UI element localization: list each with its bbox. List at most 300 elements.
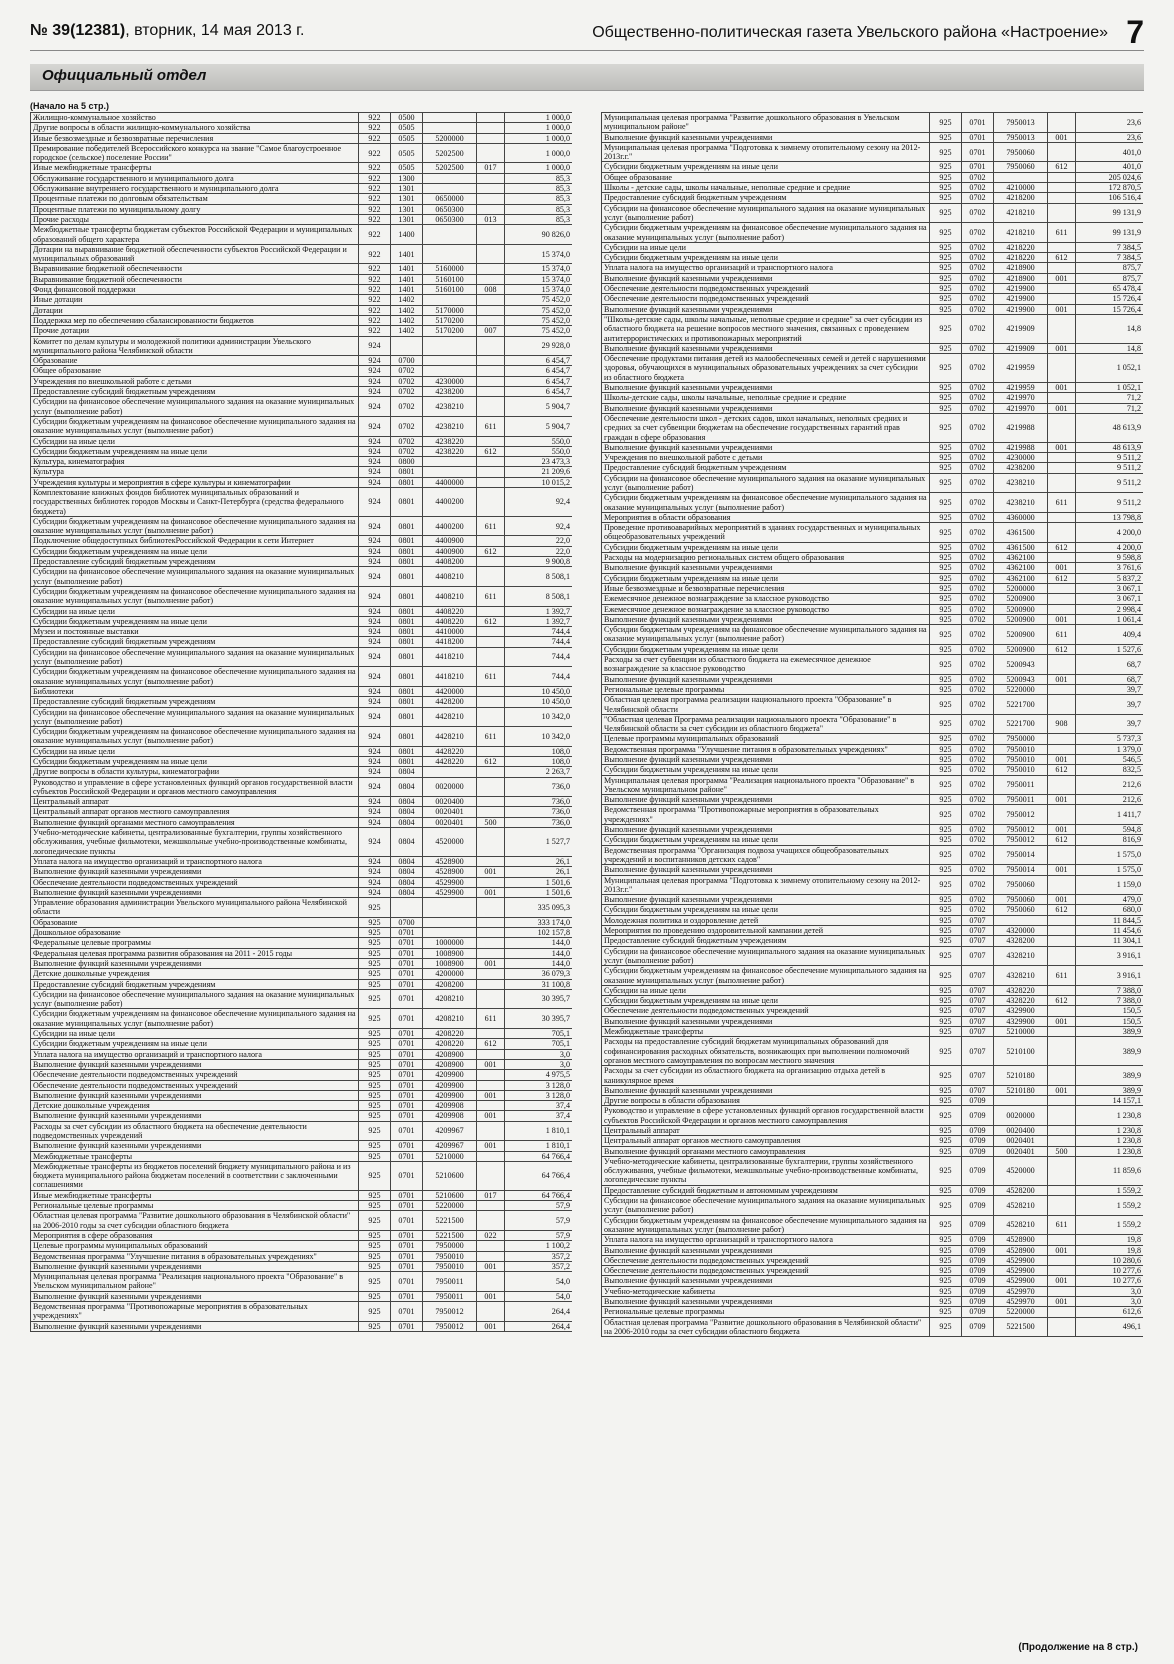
row-expense-type — [477, 143, 505, 163]
row-target-code — [423, 366, 477, 376]
row-ministry-code: 925 — [930, 523, 962, 543]
row-ministry-code: 925 — [930, 453, 962, 463]
row-name: Выполнение функций казенными учреждениями — [31, 1111, 359, 1121]
table-row — [31, 1230, 573, 1240]
table-row — [31, 1251, 573, 1261]
row-name: Субсидии бюджетным учреждениям на финансовое обеспечение муниципального задания на оказание муниципальных услуг (выполнение работ) — [602, 223, 930, 243]
table-row — [31, 1090, 573, 1100]
row-ministry-code: 925 — [359, 1190, 391, 1200]
row-ministry-code: 924 — [359, 516, 391, 536]
row-amount: 389,9 — [1076, 1027, 1144, 1037]
row-ministry-code: 924 — [359, 727, 391, 747]
table-row — [602, 512, 1144, 522]
row-expense-type: 001 — [1048, 383, 1076, 393]
table-row — [602, 1266, 1144, 1276]
row-expense-type — [1048, 805, 1076, 825]
row-expense-type — [1048, 142, 1076, 162]
row-name: Муниципальная целевая программа "Реализация национального проекта "Образование" в Увельском муниципальном районе" — [602, 775, 930, 795]
row-section-code: 0702 — [962, 674, 994, 684]
row-amount: 409,4 — [1076, 625, 1144, 645]
row-name: Субсидии на финансовое обеспечение муниципального задания на оказание муниципальных услуг (выполнение работ) — [31, 567, 359, 587]
row-target-code: 4238210 — [994, 493, 1048, 513]
table-row — [31, 797, 573, 807]
row-section-code: 0804 — [391, 867, 423, 877]
row-section-code: 0801 — [391, 606, 423, 616]
table-row — [602, 172, 1144, 182]
table-row — [602, 162, 1144, 172]
row-expense-type: 013 — [477, 214, 505, 224]
table-row — [602, 132, 1144, 142]
row-ministry-code: 925 — [359, 1059, 391, 1069]
row-target-code: 4528900 — [994, 1235, 1048, 1245]
table-row — [602, 895, 1144, 905]
row-expense-type — [1048, 744, 1076, 754]
row-ministry-code: 924 — [359, 667, 391, 687]
row-section-code: 0701 — [391, 1201, 423, 1211]
row-expense-type — [1048, 453, 1076, 463]
row-name: Субсидии на иные цели — [31, 1029, 359, 1039]
row-amount: 9 511,2 — [1076, 453, 1144, 463]
table-row — [31, 777, 573, 797]
row-expense-type — [1048, 284, 1076, 294]
row-target-code: 4219970 — [994, 403, 1048, 413]
row-target-code: 7950060 — [994, 162, 1048, 172]
table-row — [602, 1255, 1144, 1265]
row-amount: 1 392,7 — [505, 616, 573, 626]
row-expense-type — [477, 898, 505, 918]
row-amount: 401,0 — [1076, 142, 1144, 162]
row-target-code: 0020400 — [423, 797, 477, 807]
row-amount: 1 575,0 — [1076, 845, 1144, 865]
row-section-code: 0702 — [962, 775, 994, 795]
table-row — [31, 707, 573, 727]
row-name: Выравнивание бюджетной обеспеченности — [31, 274, 359, 284]
row-section-code: 0804 — [391, 807, 423, 817]
row-amount: 1 052,1 — [1076, 354, 1144, 383]
row-expense-type — [477, 436, 505, 446]
row-section-code: 0702 — [962, 684, 994, 694]
row-expense-type: 001 — [1048, 1276, 1076, 1286]
row-section-code: 0701 — [962, 142, 994, 162]
row-ministry-code: 925 — [359, 948, 391, 958]
row-expense-type — [477, 797, 505, 807]
row-ministry-code: 925 — [359, 1291, 391, 1301]
row-name: Премирование победителей Всероссийского конкурса на звание "Самое благоустроенное городское (сельское) поселение России" — [31, 143, 359, 163]
row-ministry-code: 924 — [359, 637, 391, 647]
table-row — [602, 573, 1144, 583]
row-section-code: 0801 — [391, 546, 423, 556]
continued-from-note: (Начало на 5 стр.) — [30, 101, 109, 111]
row-ministry-code: 925 — [930, 655, 962, 675]
row-ministry-code: 924 — [359, 446, 391, 456]
row-ministry-code: 924 — [359, 436, 391, 446]
row-target-code: 4238220 — [423, 436, 477, 446]
row-ministry-code: 924 — [359, 477, 391, 487]
row-target-code: 4418210 — [423, 647, 477, 667]
row-target-code: 4238210 — [994, 473, 1048, 493]
row-ministry-code: 925 — [930, 1266, 962, 1276]
row-name: Выполнение функций казенными учреждениями — [602, 795, 930, 805]
row-name: Проведение противоаварийных мероприятий в зданиях государственных и муниципальных общеобразовательных учреждений — [602, 523, 930, 543]
table-row — [602, 183, 1144, 193]
row-section-code: 0800 — [391, 457, 423, 467]
row-ministry-code: 925 — [930, 684, 962, 694]
row-ministry-code: 924 — [359, 336, 391, 356]
row-expense-type — [477, 225, 505, 245]
row-ministry-code: 922 — [359, 194, 391, 204]
row-ministry-code: 925 — [930, 614, 962, 624]
row-section-code: 0709 — [962, 1125, 994, 1135]
row-section-code: 1301 — [391, 194, 423, 204]
table-row — [31, 274, 573, 284]
table-row — [602, 1016, 1144, 1026]
row-section-code: 0702 — [962, 304, 994, 314]
row-target-code: 7950060 — [994, 895, 1048, 905]
table-row — [602, 343, 1144, 353]
row-amount: 144,0 — [505, 948, 573, 958]
row-name: Субсидии бюджетным учреждениям на финансовое обеспечение муниципального задания на оказание муниципальных услуг (выполнение работ) — [31, 667, 359, 687]
row-ministry-code: 925 — [930, 294, 962, 304]
row-section-code: 0700 — [391, 356, 423, 366]
row-amount: 1 000,0 — [505, 143, 573, 163]
row-expense-type — [1048, 172, 1076, 182]
table-row — [602, 1085, 1144, 1095]
table-row — [31, 143, 573, 163]
row-expense-type — [477, 274, 505, 284]
row-expense-type — [477, 204, 505, 214]
row-name: Выполнение функций казенными учреждениями — [602, 343, 930, 353]
row-target-code: 4210000 — [994, 183, 1048, 193]
row-amount: 736,0 — [505, 777, 573, 797]
table-row — [31, 1070, 573, 1080]
row-section-code: 0707 — [962, 1037, 994, 1066]
row-target-code: 4218900 — [994, 273, 1048, 283]
row-section-code: 1400 — [391, 225, 423, 245]
row-expense-type — [477, 315, 505, 325]
row-target-code: 4238210 — [423, 397, 477, 417]
row-target-code: 4218200 — [994, 193, 1048, 203]
row-section-code: 0701 — [962, 113, 994, 133]
row-ministry-code: 925 — [930, 1006, 962, 1016]
row-amount: 212,6 — [1076, 795, 1144, 805]
row-expense-type: 612 — [1048, 835, 1076, 845]
row-expense-type — [1048, 594, 1076, 604]
row-ministry-code: 925 — [930, 996, 962, 1006]
table-row — [31, 979, 573, 989]
row-ministry-code: 922 — [359, 315, 391, 325]
row-section-code: 0702 — [962, 655, 994, 675]
left-budget-table-column — [30, 112, 572, 1632]
table-row — [31, 867, 573, 877]
row-section-code: 0709 — [962, 1096, 994, 1106]
row-name: Учебно-методические кабинеты — [602, 1286, 930, 1296]
table-row — [602, 1185, 1144, 1195]
row-section-code: 0709 — [962, 1196, 994, 1216]
table-row — [602, 966, 1144, 986]
row-name: Предоставление субсидий бюджетным учреждениям — [602, 193, 930, 203]
row-name: Субсидии бюджетным учреждениям на иные цели — [602, 542, 930, 552]
row-section-code: 0702 — [962, 542, 994, 552]
row-section-code: 0701 — [391, 1059, 423, 1069]
row-amount: 92,4 — [505, 516, 573, 536]
row-expense-type — [1048, 523, 1076, 543]
row-name: Обеспечение деятельности подведомственных учреждений — [602, 1255, 930, 1265]
row-amount: 99 131,9 — [1076, 203, 1144, 223]
row-ministry-code: 924 — [359, 376, 391, 386]
row-expense-type — [1048, 1125, 1076, 1135]
row-section-code: 0702 — [391, 416, 423, 436]
row-section-code: 0707 — [962, 1006, 994, 1016]
row-expense-type — [477, 1201, 505, 1211]
row-ministry-code: 922 — [359, 264, 391, 274]
row-expense-type — [477, 637, 505, 647]
row-section-code: 0701 — [391, 1049, 423, 1059]
row-ministry-code: 922 — [359, 244, 391, 264]
row-name: Прочие дотации — [31, 326, 359, 336]
row-target-code: 7950012 — [423, 1302, 477, 1322]
row-expense-type — [477, 336, 505, 356]
row-expense-type: 001 — [477, 887, 505, 897]
section-title: Официальный отдел — [42, 67, 207, 84]
row-amount: 705,1 — [505, 1029, 573, 1039]
row-target-code: 0020401 — [423, 817, 477, 827]
row-expense-type — [477, 697, 505, 707]
row-target-code: 4400900 — [423, 536, 477, 546]
row-name: Выполнение функций казенными учреждениями — [31, 1291, 359, 1301]
row-name: Выполнение функций казенными учреждениями — [31, 1261, 359, 1271]
row-ministry-code: 925 — [930, 242, 962, 252]
row-name: Иные межбюджетные трансферты — [31, 1190, 359, 1200]
row-amount: 1 000,0 — [505, 123, 573, 133]
row-name: Областная целевая программа "Развитие дошкольного образования в Челябинской области" на 2006-2010 годы за счет субсидии областного бюджета — [31, 1211, 359, 1231]
row-expense-type — [1048, 463, 1076, 473]
table-row — [602, 583, 1144, 593]
row-ministry-code: 925 — [930, 1156, 962, 1185]
row-name: Субсидии на финансовое обеспечение муниципального задания на оказание муниципальных услуг (выполнение работ) — [31, 647, 359, 667]
row-target-code: 7950060 — [994, 142, 1048, 162]
row-target-code: 5200900 — [994, 614, 1048, 624]
row-amount: 10 450,0 — [505, 686, 573, 696]
row-ministry-code: 925 — [930, 263, 962, 273]
row-section-code: 0707 — [962, 985, 994, 995]
row-section-code: 0701 — [391, 989, 423, 1009]
row-target-code — [423, 917, 477, 927]
row-amount: 68,7 — [1076, 674, 1144, 684]
row-ministry-code: 924 — [359, 366, 391, 376]
row-amount: 7 388,0 — [1076, 996, 1144, 1006]
row-section-code: 0801 — [391, 467, 423, 477]
table-row — [31, 315, 573, 325]
row-expense-type — [1048, 875, 1076, 895]
row-expense-type — [1048, 1096, 1076, 1106]
row-ministry-code: 924 — [359, 356, 391, 366]
row-expense-type: 001 — [477, 1059, 505, 1069]
row-section-code: 0801 — [391, 586, 423, 606]
row-ministry-code: 924 — [359, 467, 391, 477]
table-row — [31, 397, 573, 417]
row-target-code: 7950012 — [994, 835, 1048, 845]
row-target-code: 5221500 — [423, 1230, 477, 1240]
table-row — [602, 263, 1144, 273]
table-row — [602, 714, 1144, 734]
row-amount: 85,3 — [505, 204, 573, 214]
row-ministry-code: 924 — [359, 856, 391, 866]
row-section-code: 0701 — [391, 1321, 423, 1331]
row-name: Комплектование книжных фондов библиотек муниципальных образований и государственных библиотек городов Москвы и Санкт-Петербурга (средства федерального бюджета) — [31, 487, 359, 516]
row-expense-type — [477, 1161, 505, 1190]
row-section-code: 0701 — [391, 1261, 423, 1271]
table-row — [31, 133, 573, 143]
row-ministry-code: 925 — [930, 463, 962, 473]
row-amount: 11 304,1 — [1076, 936, 1144, 946]
table-row — [31, 686, 573, 696]
row-name: Субсидии на финансовое обеспечение муниципального задания на оказание муниципальных услуг (выполнение работ) — [31, 397, 359, 417]
row-expense-type: 611 — [477, 586, 505, 606]
table-row — [602, 926, 1144, 936]
row-expense-type: 611 — [1048, 625, 1076, 645]
row-expense-type: 612 — [1048, 542, 1076, 552]
row-ministry-code: 925 — [930, 172, 962, 182]
row-amount: 11 844,5 — [1076, 915, 1144, 925]
row-name: Выполнение функций казенными учреждениями — [31, 867, 359, 877]
row-name: Субсидии бюджетным учреждениям на финансовое обеспечение муниципального задания на оказание муниципальных услуг (выполнение работ) — [602, 966, 930, 986]
row-amount: 3 128,0 — [505, 1090, 573, 1100]
row-name: Другие вопросы в области жилищно-коммунального хозяйства — [31, 123, 359, 133]
row-amount: 875,7 — [1076, 273, 1144, 283]
row-amount: 85,3 — [505, 214, 573, 224]
row-amount: 6 454,7 — [505, 376, 573, 386]
row-target-code: 4218210 — [994, 203, 1048, 223]
row-target-code: 4238200 — [423, 387, 477, 397]
row-target-code: 4420000 — [423, 686, 477, 696]
row-target-code: 4218900 — [994, 263, 1048, 273]
row-ministry-code: 925 — [930, 573, 962, 583]
row-section-code: 0709 — [962, 1286, 994, 1296]
row-target-code: 4208900 — [423, 1049, 477, 1059]
row-section-code: 0702 — [962, 563, 994, 573]
table-row — [31, 1059, 573, 1069]
row-ministry-code: 925 — [359, 1211, 391, 1231]
row-target-code: 5200943 — [994, 674, 1048, 684]
table-row — [602, 1196, 1144, 1216]
table-row — [602, 1235, 1144, 1245]
row-section-code: 0702 — [962, 835, 994, 845]
row-target-code: 0020401 — [994, 1136, 1048, 1146]
table-row — [602, 695, 1144, 715]
row-name: Выполнение функций казенными учреждениями — [602, 1276, 930, 1286]
row-ministry-code: 922 — [359, 184, 391, 194]
row-section-code: 0702 — [962, 172, 994, 182]
row-name: Выполнение функций казенными учреждениями — [31, 887, 359, 897]
row-section-code: 0707 — [962, 1016, 994, 1026]
row-target-code: 4219970 — [994, 393, 1048, 403]
table-row — [31, 586, 573, 606]
row-amount: 39,7 — [1076, 684, 1144, 694]
row-target-code: 4238210 — [423, 416, 477, 436]
row-amount: 6 454,7 — [505, 366, 573, 376]
table-row — [602, 765, 1144, 775]
table-row — [31, 113, 573, 123]
row-target-code — [423, 457, 477, 467]
row-target-code: 0020000 — [423, 777, 477, 797]
row-target-code — [423, 898, 477, 918]
row-ministry-code: 925 — [359, 938, 391, 948]
table-row — [602, 1096, 1144, 1106]
table-row — [31, 376, 573, 386]
row-section-code: 0801 — [391, 746, 423, 756]
row-ministry-code: 925 — [930, 744, 962, 754]
row-name: Предоставление субсидий бюджетным учреждениям — [31, 557, 359, 567]
row-ministry-code: 925 — [359, 1251, 391, 1261]
row-expense-type — [1048, 393, 1076, 403]
row-name: Выполнение функций казенными учреждениями — [602, 825, 930, 835]
row-amount: 9 598,8 — [1076, 553, 1144, 563]
row-target-code: 7950014 — [994, 865, 1048, 875]
table-row — [602, 1307, 1144, 1317]
row-amount: 10 280,6 — [1076, 1255, 1144, 1265]
row-ministry-code: 922 — [359, 274, 391, 284]
row-section-code: 0804 — [391, 777, 423, 797]
row-expense-type — [477, 1029, 505, 1039]
row-target-code: 4529900 — [423, 887, 477, 897]
row-section-code: 1301 — [391, 204, 423, 214]
row-expense-type: 001 — [477, 958, 505, 968]
row-ministry-code: 925 — [930, 1317, 962, 1337]
row-expense-type — [477, 487, 505, 516]
row-name: Межбюджетные трансферты — [31, 1151, 359, 1161]
budget-table-left — [30, 112, 572, 1332]
row-amount: 10 342,0 — [505, 707, 573, 727]
row-section-code: 1402 — [391, 295, 423, 305]
row-amount: 144,0 — [505, 938, 573, 948]
row-target-code: 4408210 — [423, 586, 477, 606]
row-name: Руководство и управление в сфере установленных функций органов государственной власти субъектов Российской Федерации и органов местного самоуправления — [31, 777, 359, 797]
row-target-code — [423, 928, 477, 938]
table-row — [31, 856, 573, 866]
row-amount: 9 511,2 — [1076, 463, 1144, 473]
row-ministry-code: 922 — [359, 123, 391, 133]
row-target-code: 4219959 — [994, 383, 1048, 393]
row-name: Выполнение функций казенными учреждениями — [602, 895, 930, 905]
row-name: Выполнение функций казенными учреждениями — [602, 614, 930, 624]
table-row — [602, 113, 1144, 133]
row-name: Целевые программы муниципальных образований — [31, 1241, 359, 1251]
row-amount: 68,7 — [1076, 655, 1144, 675]
row-expense-type — [477, 1070, 505, 1080]
row-amount: 57,9 — [505, 1211, 573, 1231]
row-ministry-code: 925 — [930, 193, 962, 203]
row-section-code: 0505 — [391, 163, 423, 173]
row-target-code: 4208220 — [423, 1039, 477, 1049]
row-section-code: 0702 — [962, 413, 994, 442]
row-ministry-code: 922 — [359, 285, 391, 295]
row-target-code: 4219900 — [994, 294, 1048, 304]
row-name: Иные безвозмездные и безвозвратные перечисления — [31, 133, 359, 143]
row-target-code — [423, 113, 477, 123]
row-amount: 1 559,2 — [1076, 1185, 1144, 1195]
row-expense-type: 001 — [477, 1321, 505, 1331]
row-target-code: 0020401 — [994, 1146, 1048, 1156]
row-target-code: 5220000 — [423, 1201, 477, 1211]
table-row — [602, 1136, 1144, 1146]
row-name: Выполнение функций казенными учреждениями — [31, 1059, 359, 1069]
row-amount: 6 454,7 — [505, 387, 573, 397]
row-ministry-code: 925 — [930, 755, 962, 765]
row-section-code: 0701 — [391, 969, 423, 979]
row-expense-type — [1048, 294, 1076, 304]
row-target-code: 4528200 — [994, 1185, 1048, 1195]
row-target-code: 4528900 — [994, 1245, 1048, 1255]
